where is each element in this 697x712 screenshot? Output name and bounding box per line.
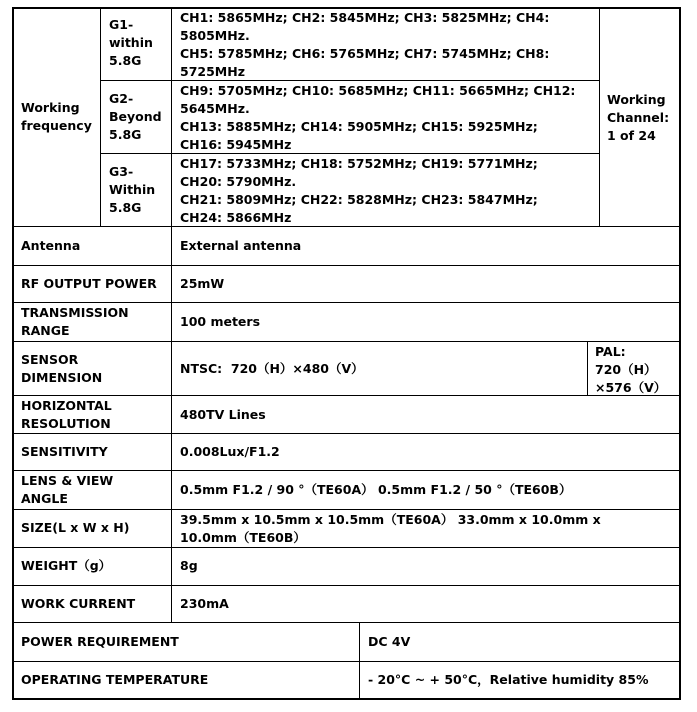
temperature-value: - 20°C ~ + 50°C，Relative humidity 85%	[368, 672, 649, 687]
lens-label: LENS & VIEW ANGLE	[21, 473, 114, 506]
size-value: 39.5mm x 10.5mm x 10.5mm（TE60A） 33.0mm x 10.0mm x 10.0mm（TE60B）	[180, 512, 601, 545]
group-g1-channels: CH1: 5865MHz; CH2: 5845MHz; CH3: 5825MHz; CH4: 5805MHz. CH5: 5785MHz; CH6: 5765MHz; CH7: 5745MHz; CH8: 5725MHz	[180, 10, 550, 79]
working-frequency-label: Working frequency	[21, 100, 92, 133]
resolution-label: HORIZONTAL RESOLUTION	[21, 398, 112, 431]
divider	[12, 433, 681, 434]
table-border-bottom	[12, 698, 681, 700]
divider	[12, 585, 681, 586]
table-border-right	[679, 7, 681, 700]
power-label: POWER REQUIREMENT	[21, 634, 179, 649]
divider	[12, 509, 681, 510]
divider	[12, 341, 681, 342]
antenna-label: Antenna	[21, 238, 81, 253]
divider	[12, 395, 681, 396]
rf-power-label: RF OUTPUT POWER	[21, 276, 157, 291]
range-label: TRANSMISSION RANGE	[21, 305, 129, 338]
divider	[12, 661, 681, 662]
sensor-ntsc-value: NTSC: 720（H）×480（V）	[180, 361, 364, 376]
sensitivity-label: SENSITIVITY	[21, 444, 108, 459]
current-value: 230mA	[180, 596, 229, 611]
sensor-pal-value: PAL: 720（H） ×576（V）	[595, 344, 667, 395]
antenna-value: External antenna	[180, 238, 302, 253]
divider	[359, 622, 360, 699]
group-g2-name: G2- Beyond 5.8G	[109, 91, 162, 142]
working-channel-note: Working Channel: 1 of 24	[607, 92, 670, 143]
range-value: 100 meters	[180, 314, 261, 329]
size-label: SIZE(L x W x H)	[21, 520, 130, 535]
group-g3-name: G3- Within 5.8G	[109, 164, 156, 215]
rf-power-value: 25mW	[180, 276, 225, 291]
group-g1-name: G1- within 5.8G	[109, 17, 153, 68]
lens-value: 0.5mm F1.2 / 90 °（TE60A） 0.5mm F1.2 / 50 °（TE60B）	[180, 482, 572, 497]
temperature-label: OPERATING TEMPERATURE	[21, 672, 209, 687]
power-value: DC 4V	[368, 634, 411, 649]
divider	[100, 7, 101, 226]
divider	[599, 7, 600, 226]
resolution-value: 480TV Lines	[180, 407, 266, 422]
divider	[171, 7, 172, 226]
divider	[12, 622, 681, 623]
divider	[12, 265, 681, 266]
group-g3-channels: CH17: 5733MHz; CH18: 5752MHz; CH19: 5771MHz; CH20: 5790MHz. CH21: 5809MHz; CH22: 5828MHz; CH23: 5847MHz; CH24: 5866MHz	[180, 156, 538, 225]
divider	[587, 341, 588, 395]
weight-value: 8g	[180, 558, 198, 573]
group-g2-channels: CH9: 5705MHz; CH10: 5685MHz; CH11: 5665MHz; CH12: 5645MHz. CH13: 5885MHz; CH14: 5905MHz; CH15: 5925MHz; CH16: 5945MHz	[180, 83, 576, 152]
weight-label: WEIGHT（g）	[21, 558, 112, 573]
sensor-label: SENSOR DIMENSION	[21, 352, 103, 385]
divider	[171, 226, 172, 622]
divider	[12, 470, 681, 471]
current-label: WORK CURRENT	[21, 596, 136, 611]
table-border-left	[12, 7, 14, 700]
sensitivity-value: 0.008Lux/F1.2	[180, 444, 280, 459]
divider	[12, 302, 681, 303]
divider	[12, 547, 681, 548]
